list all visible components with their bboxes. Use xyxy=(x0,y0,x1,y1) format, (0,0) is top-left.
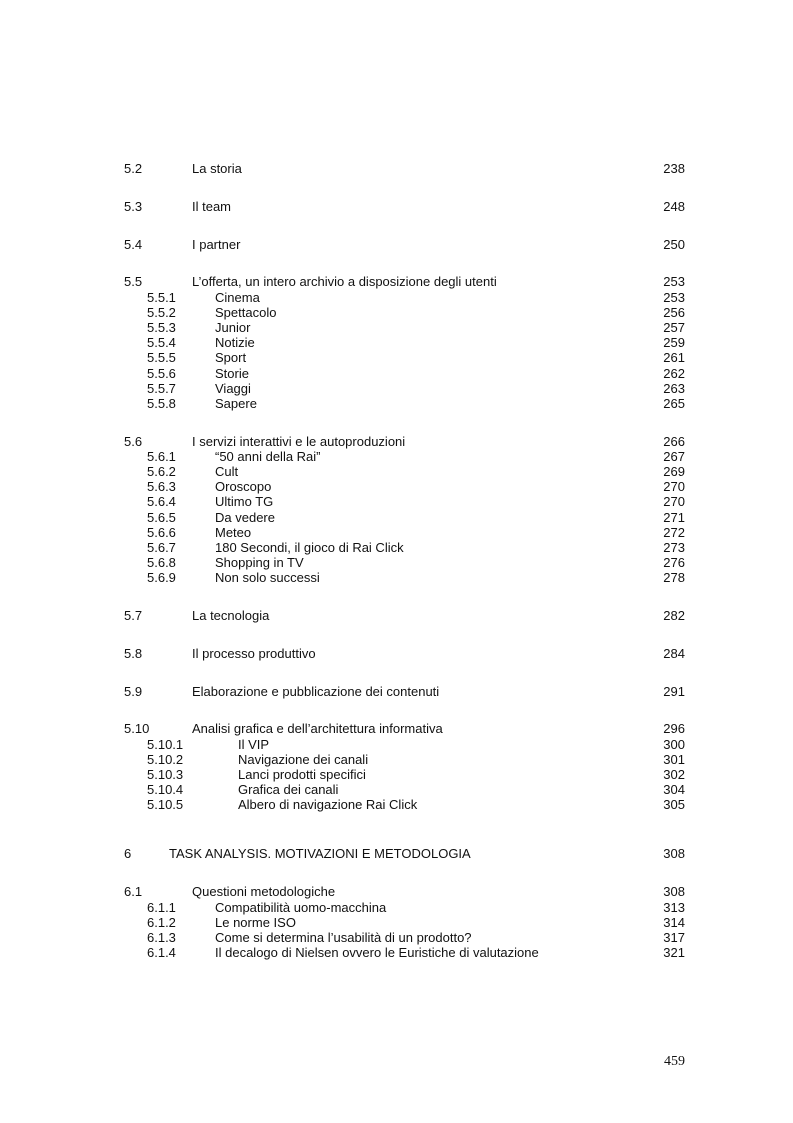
toc-entry-number: 5.10.5 xyxy=(147,797,184,812)
toc-entry-page: 321 xyxy=(663,945,685,960)
toc-entry xyxy=(0,737,793,753)
toc-entry-page: 253 xyxy=(663,274,685,289)
toc-entry xyxy=(0,767,793,783)
toc-entry-page: 304 xyxy=(663,782,685,797)
toc-entry xyxy=(0,350,793,366)
toc-entry-title: I servizi interattivi e le autoproduzioni xyxy=(192,434,406,449)
toc-entry-title: Lanci prodotti specifici xyxy=(238,767,366,782)
toc-entry-page: 238 xyxy=(663,161,685,176)
toc-entry-number: 5.10 xyxy=(124,721,150,736)
toc-entry-title: Oroscopo xyxy=(215,479,272,494)
toc-entry xyxy=(0,608,793,624)
toc-entry-title: Albero di navigazione Rai Click xyxy=(238,797,418,812)
toc-entry-title: La storia xyxy=(192,161,242,176)
toc-entry-page: 273 xyxy=(663,540,685,555)
toc-entry xyxy=(0,540,793,556)
toc-entry-page: 291 xyxy=(663,684,685,699)
toc-entry-number: 5.6.3 xyxy=(147,479,176,494)
toc-entry-title: Da vedere xyxy=(215,510,275,525)
toc-entry xyxy=(0,494,793,510)
toc-entry-page: 276 xyxy=(663,555,685,570)
toc-entry-number: 6.1 xyxy=(124,884,143,899)
toc-entry-title: Cult xyxy=(215,464,239,479)
toc-entry-page: 270 xyxy=(663,494,685,509)
toc-entry xyxy=(0,335,793,351)
toc-entry-title: Shopping in TV xyxy=(215,555,304,570)
toc-entry-number: 5.5.7 xyxy=(147,381,176,396)
toc-entry-page: 308 xyxy=(663,846,685,861)
toc-entry-page: 278 xyxy=(663,570,685,585)
toc-entry-number: 5.5 xyxy=(124,274,143,289)
toc-entry-page: 259 xyxy=(663,335,685,350)
toc-entry-page: 266 xyxy=(663,434,685,449)
toc-entry-title: Il VIP xyxy=(238,737,270,752)
toc-entry-number: 6.1.3 xyxy=(147,930,176,945)
toc-entry-title: Il processo produttivo xyxy=(192,646,316,661)
toc-entry-title: Come si determina l’usabilità di un prodotto? xyxy=(215,930,472,945)
toc-entry-page: 314 xyxy=(663,915,685,930)
toc-entry-page: 267 xyxy=(663,449,685,464)
toc-entry-number: 5.6.5 xyxy=(147,510,176,525)
toc-entry xyxy=(0,945,793,961)
toc-entry-page: 257 xyxy=(663,320,685,335)
toc-entry xyxy=(0,381,793,397)
toc-entry-page: 296 xyxy=(663,721,685,736)
toc-entry-number: 5.6.1 xyxy=(147,449,176,464)
toc-entry-number: 5.6.4 xyxy=(147,494,176,509)
toc-entry-number: 6.1.1 xyxy=(147,900,176,915)
toc-entry-title: Le norme ISO xyxy=(215,915,296,930)
toc-entry-page: 284 xyxy=(663,646,685,661)
toc-entry-title: La tecnologia xyxy=(192,608,270,623)
toc-entry-number: 5.4 xyxy=(124,237,143,252)
toc-entry xyxy=(0,290,793,306)
toc-entry-number: 5.6.7 xyxy=(147,540,176,555)
toc-entry-title: Junior xyxy=(215,320,251,335)
toc-entry-title: Sport xyxy=(215,350,247,365)
toc-entry-page: 305 xyxy=(663,797,685,812)
toc-entry xyxy=(0,570,793,586)
toc-entry-title: Il team xyxy=(192,199,232,214)
toc-entry-title: Il decalogo di Nielsen ovvero le Euristiche di valutazione xyxy=(215,945,539,960)
toc-entry-number: 6.1.4 xyxy=(147,945,176,960)
toc-entry xyxy=(0,464,793,480)
toc-entry-title: Cinema xyxy=(215,290,260,305)
toc-entry-number: 5.9 xyxy=(124,684,143,699)
toc-entry-number: 5.5.2 xyxy=(147,305,176,320)
toc-entry-page: 265 xyxy=(663,396,685,411)
toc-entry-title: Storie xyxy=(215,366,249,381)
toc-entry-title: “50 anni della Rai” xyxy=(215,449,321,464)
toc-entry-number: 5.6.2 xyxy=(147,464,176,479)
toc-entry xyxy=(0,479,793,495)
toc-entry-title: Elaborazione e pubblicazione dei contenuti xyxy=(192,684,440,699)
toc-entry xyxy=(0,884,793,900)
toc-entry xyxy=(0,555,793,571)
toc-entry-title: Spettacolo xyxy=(215,305,277,320)
toc-entry xyxy=(0,237,793,253)
toc-entry xyxy=(0,434,793,450)
toc-entry-page: 253 xyxy=(663,290,685,305)
toc-entry xyxy=(0,721,793,737)
toc-entry-page: 317 xyxy=(663,930,685,945)
toc-entry-page: 301 xyxy=(663,752,685,767)
toc-entry xyxy=(0,684,793,700)
toc-entry-number: 5.10.1 xyxy=(147,737,184,752)
toc-entry xyxy=(0,449,793,465)
toc-entry-page: 250 xyxy=(663,237,685,252)
toc-entry-title: Grafica dei canali xyxy=(238,782,339,797)
toc-entry-number: 6 xyxy=(124,846,132,861)
toc-entry-number: 5.2 xyxy=(124,161,143,176)
toc-entry-title: Sapere xyxy=(215,396,257,411)
toc-entry-page: 282 xyxy=(663,608,685,623)
toc-entry-title: Viaggi xyxy=(215,381,251,396)
toc-entry-number: 5.5.3 xyxy=(147,320,176,335)
toc-entry-number: 6.1.2 xyxy=(147,915,176,930)
toc-entry xyxy=(0,320,793,336)
toc-entry-number: 5.10.2 xyxy=(147,752,184,767)
toc-entry xyxy=(0,797,793,813)
toc-entry-page: 270 xyxy=(663,479,685,494)
page-number: 459 xyxy=(664,1054,685,1069)
toc-entry-page: 256 xyxy=(663,305,685,320)
toc-entry-number: 5.5.6 xyxy=(147,366,176,381)
toc-entry-page: 262 xyxy=(663,366,685,381)
toc-entry-number: 5.8 xyxy=(124,646,143,661)
toc-entry xyxy=(0,199,793,215)
toc-entry-number: 5.6.9 xyxy=(147,570,176,585)
toc-entry xyxy=(0,161,793,177)
toc-entry-title: Meteo xyxy=(215,525,252,540)
toc-entry-page: 300 xyxy=(663,737,685,752)
toc-entry xyxy=(0,930,793,946)
toc-entry-title: Navigazione dei canali xyxy=(238,752,369,767)
toc-entry xyxy=(0,366,793,382)
toc-entry xyxy=(0,846,793,862)
toc-entry-title: Compatibilità uomo-macchina xyxy=(215,900,387,915)
toc-entry xyxy=(0,752,793,768)
toc-entry-number: 5.7 xyxy=(124,608,143,623)
toc-entry-number: 5.10.4 xyxy=(147,782,184,797)
toc-entry-number: 5.3 xyxy=(124,199,143,214)
toc-entry-title: Notizie xyxy=(215,335,255,350)
toc-entry xyxy=(0,915,793,931)
toc-entry xyxy=(0,782,793,798)
toc-entry-title: 180 Secondi, il gioco di Rai Click xyxy=(215,540,404,555)
toc-entry-page: 313 xyxy=(663,900,685,915)
toc-entry-number: 5.5.5 xyxy=(147,350,176,365)
toc-entry-page: 263 xyxy=(663,381,685,396)
toc-entry-number: 5.10.3 xyxy=(147,767,184,782)
toc-entry-title: I partner xyxy=(192,237,241,252)
toc-entry-page: 272 xyxy=(663,525,685,540)
toc-entry-number: 5.6.8 xyxy=(147,555,176,570)
toc-entry-number: 5.6.6 xyxy=(147,525,176,540)
toc-entry-title: Ultimo TG xyxy=(215,494,274,509)
toc-entry-title: Non solo successi xyxy=(215,570,320,585)
toc-entry-title: TASK ANALYSIS. MOTIVAZIONI E METODOLOGIA xyxy=(169,846,471,861)
toc-entry-title: L’offerta, un intero archivio a disposizione degli utenti xyxy=(192,274,497,289)
toc-entry xyxy=(0,510,793,526)
toc-entry-page: 308 xyxy=(663,884,685,899)
toc-entry-number: 5.5.4 xyxy=(147,335,176,350)
toc-entry-page: 302 xyxy=(663,767,685,782)
toc-entry-title: Analisi grafica e dell’architettura informativa xyxy=(192,721,443,736)
toc-entry-number: 5.5.1 xyxy=(147,290,176,305)
toc-entry-page: 248 xyxy=(663,199,685,214)
toc-entry-title: Questioni metodologiche xyxy=(192,884,336,899)
toc-entry-page: 269 xyxy=(663,464,685,479)
toc-entry xyxy=(0,646,793,662)
toc-entry xyxy=(0,274,793,290)
toc-entry-page: 271 xyxy=(663,510,685,525)
toc-entry-number: 5.6 xyxy=(124,434,143,449)
toc-entry xyxy=(0,396,793,412)
toc-entry-page: 261 xyxy=(663,350,685,365)
toc-entry xyxy=(0,305,793,321)
toc-entry xyxy=(0,525,793,541)
toc-entry xyxy=(0,900,793,916)
toc-entry-number: 5.5.8 xyxy=(147,396,176,411)
